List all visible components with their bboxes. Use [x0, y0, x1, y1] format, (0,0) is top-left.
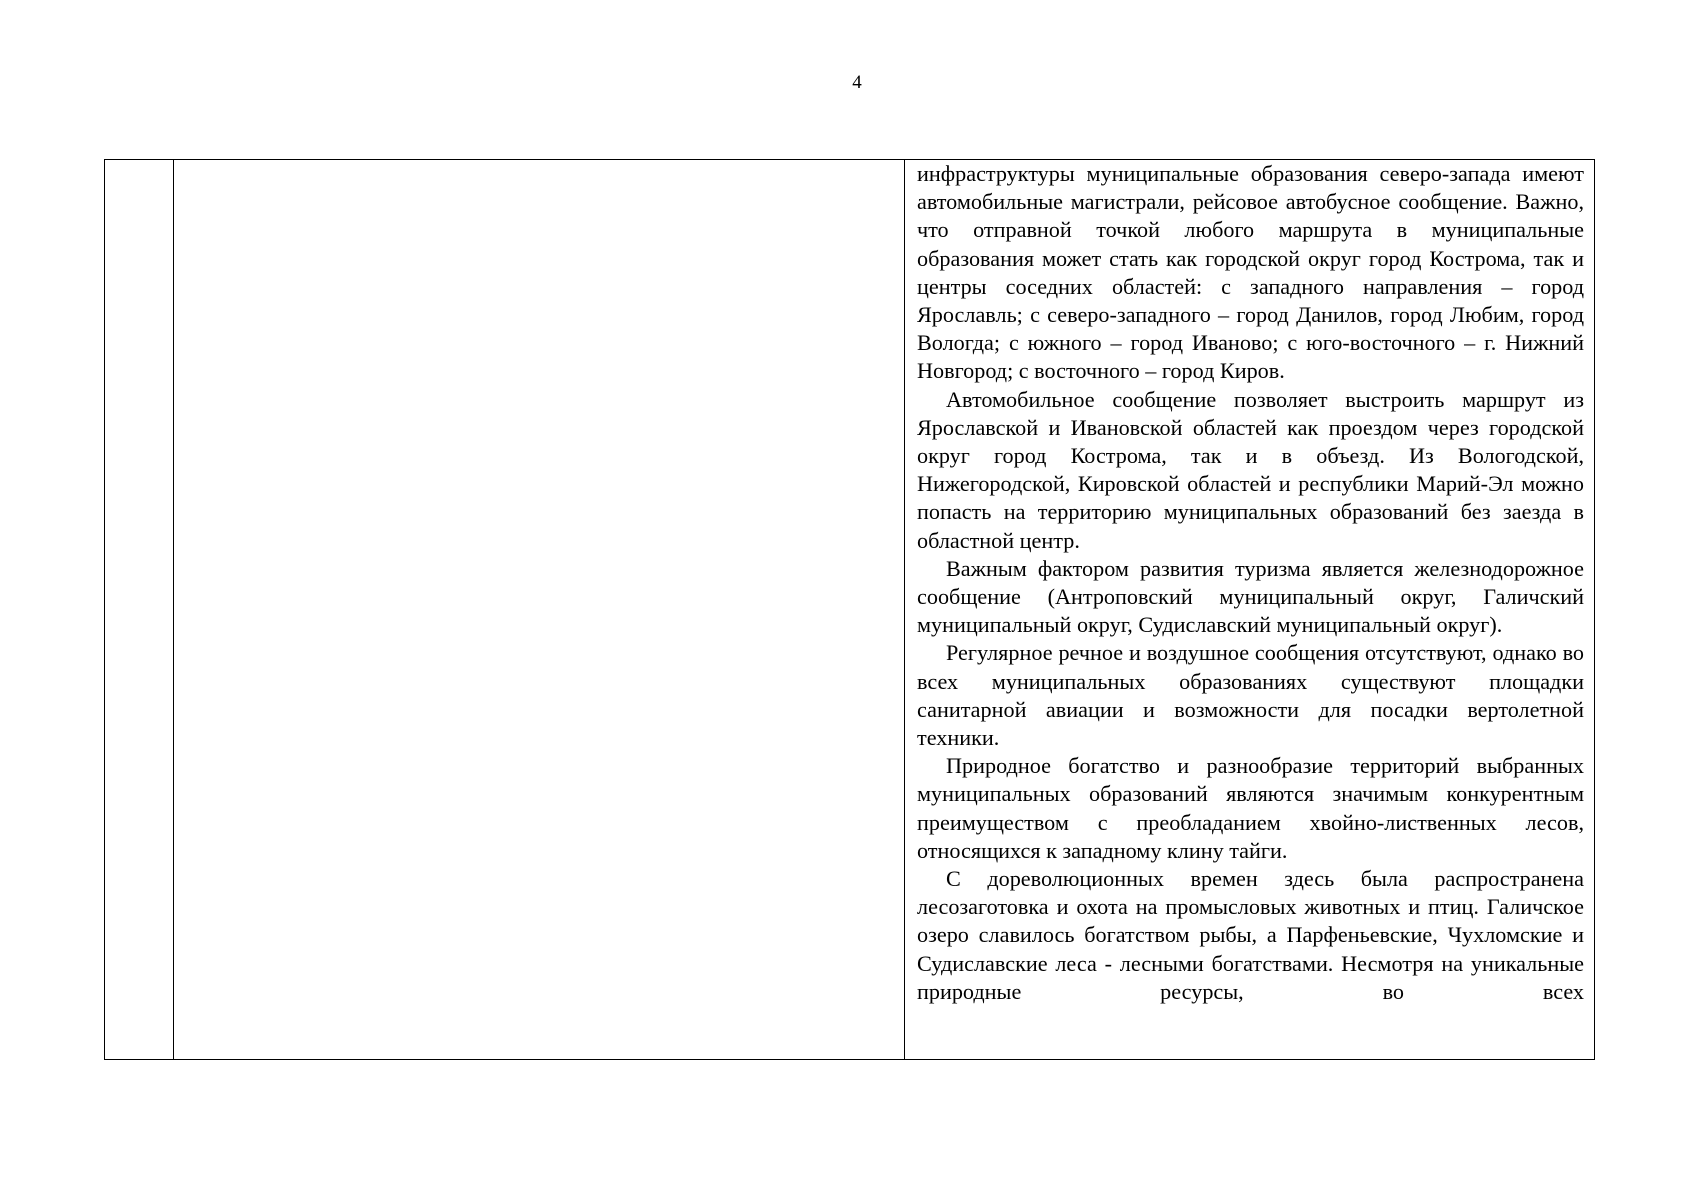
document-table — [104, 159, 1595, 1060]
paragraph-nature: Природное богатство и разнообразие территорий выбранных муниципальных образований являются значимым конкурентным преимуществом с преобладанием хвойно-лиственных лесов, относящихся к западному клину тайги. — [917, 753, 1584, 863]
text-cell — [905, 160, 1595, 1060]
page-number: 4 — [852, 72, 862, 93]
description-cell — [174, 160, 905, 1060]
paragraph-railway: Важным фактором развития туризма является железнодорожное сообщение (Антроповский муниципальный округ, Галичский муниципальный округ, Судиславский муниципальный округ). — [917, 555, 1584, 638]
paragraph-river-air: Регулярное речное и воздушное сообщения отсутствуют, однако во всех муниципальных образованиях существуют площадки санитарной авиации и возможности для посадки вертолетной техники. — [917, 640, 1584, 751]
number-cell — [105, 160, 174, 1060]
paragraph-history: С дореволюционных времен здесь была распространена лесозаготовка и охота на промысловых животных и птиц. Галичское озеро славилось богатством рыбы, а Парфеньевские, Чухломские и Судиславские леса - лесными богатствами. Несмотря на уникальные природные ресурсы, во всех — [917, 866, 1584, 1004]
paragraph-road-connection: Автомобильное сообщение позволяет выстроить маршрут из Ярославской и Ивановской областей как проездом через городской округ город Кострома, так и в объезд. Из Вологодской, Нижегородской, Кировской областей и республики Марий-Эл можно попасть на территорию муниципальных образований без заезда в областной центр. — [917, 386, 1584, 553]
paragraph-infrastructure: инфраструктуры муниципальные образования северо-запада имеют автомобильные магистрали, рейсовое автобусное сообщение. Важно, что отправной точкой любого маршрута в муниципальные образования может стать как городской округ город Кострома, так и центры соседних областей: с западного направления – город Ярославль; с северо-западного – город Данилов, город Любим, город Вологда; с южного – город Иваново; с юго-восточного – г. Нижний Новгород; с восточного – город Киров. — [917, 161, 1584, 384]
table-row — [105, 160, 1595, 1060]
